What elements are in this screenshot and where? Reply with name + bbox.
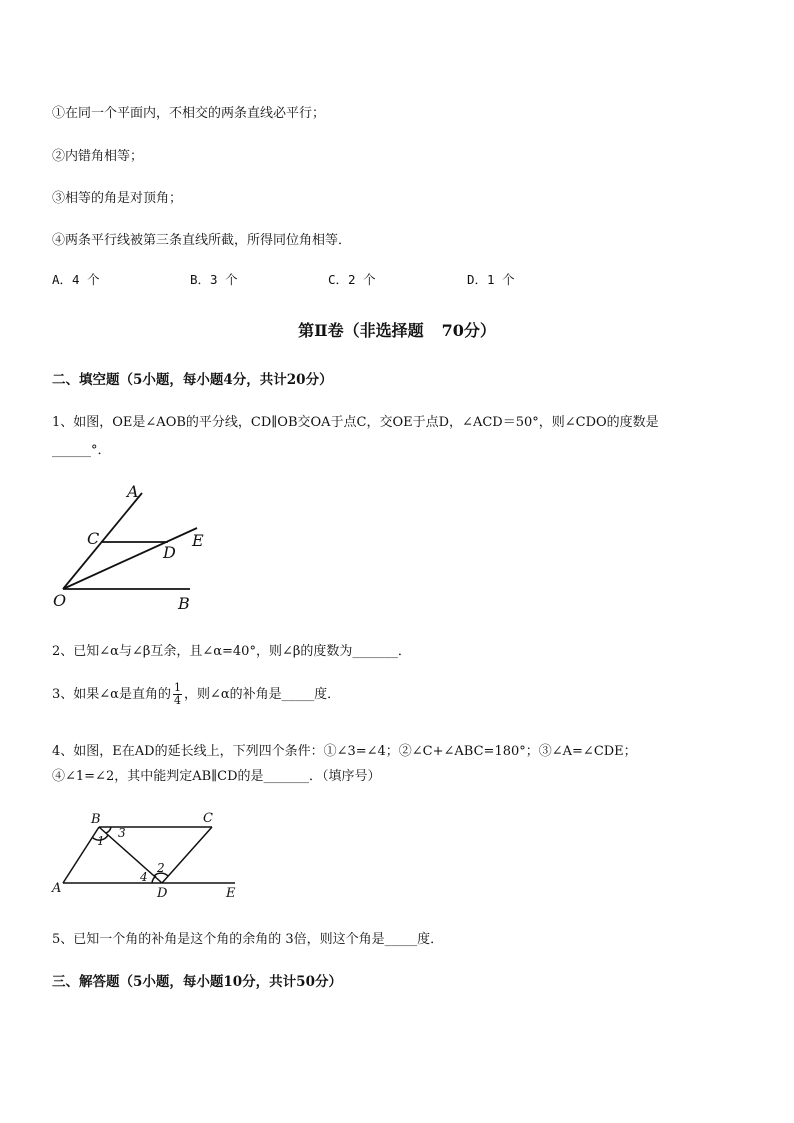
label-a: A bbox=[52, 881, 62, 896]
label-d: D bbox=[157, 886, 168, 900]
label-c: C bbox=[87, 529, 100, 548]
statement-1: ①在同一个平面内，不相交的两条直线必平行； bbox=[52, 106, 326, 121]
statement-3: ③相等的角是对顶角； bbox=[52, 191, 183, 206]
fraction-denominator: 4 bbox=[173, 694, 181, 707]
option-b: B．3 个 bbox=[190, 272, 238, 287]
label-o: O bbox=[53, 591, 67, 610]
option-d: D．1 个 bbox=[467, 272, 515, 287]
label-e: E bbox=[226, 886, 236, 900]
question-3-text bbox=[52, 682, 340, 707]
question-1-figure bbox=[50, 478, 210, 613]
statement-2: ②内错角相等； bbox=[52, 149, 144, 164]
part-2-title-text: 第Ⅱ卷（非选择题 bbox=[298, 321, 424, 340]
question-4-line-2: ④∠1=∠2，其中能判定AB∥CD的是_______．（填序号） bbox=[52, 769, 381, 784]
option-a: A．4 个 bbox=[52, 272, 100, 287]
fill-in-heading: 二、填空题（5小题，每小题4分，共计20分） bbox=[52, 372, 333, 388]
question-1-blank: ______°． bbox=[52, 443, 111, 458]
label-a: A bbox=[127, 482, 139, 501]
question-1-text: 1、如图，OE是∠AOB的平分线，CD∥OB交OA于点C，交OE于点D，∠ACD＝50°，则∠CDO的度数是 bbox=[52, 415, 659, 430]
part-2-title bbox=[0, 318, 794, 341]
question-4-figure bbox=[50, 808, 245, 900]
part-2-score: 70分） bbox=[441, 321, 496, 340]
label-d: D bbox=[163, 543, 176, 562]
angle-1-label: 1 bbox=[97, 834, 105, 848]
question-3-prefix: 3、如果∠α是直角的 bbox=[52, 687, 171, 702]
label-c: C bbox=[203, 811, 213, 826]
label-b: B bbox=[91, 812, 101, 827]
angle-3-label: 3 bbox=[118, 826, 126, 840]
question-2-text: 2、已知∠α与∠β互余，且∠α=40°，则∠β的度数为_______． bbox=[52, 644, 411, 659]
fraction bbox=[173, 682, 182, 707]
statement-4: ④两条平行线被第三条直线所截，所得同位角相等． bbox=[52, 233, 352, 248]
angle-4-label: 4 bbox=[140, 870, 148, 884]
option-c: C．2 个 bbox=[328, 272, 376, 287]
solve-heading: 三、解答题（5小题，每小题10分，共计50分） bbox=[52, 974, 342, 990]
question-3-suffix: ，则∠α的补角是_____度． bbox=[183, 687, 341, 702]
question-5-text: 5、已知一个角的补角是这个角的余角的 3倍，则这个角是_____度． bbox=[52, 932, 444, 947]
label-b: B bbox=[178, 594, 190, 613]
label-e: E bbox=[192, 531, 204, 550]
fraction-numerator: 1 bbox=[173, 681, 181, 694]
question-4-line-1: 4、如图，E在AD的延长线上，下列四个条件：①∠3=∠4；②∠C+∠ABC=180°；③∠A=∠CDE； bbox=[52, 744, 637, 759]
angle-2-label: 2 bbox=[157, 861, 165, 875]
